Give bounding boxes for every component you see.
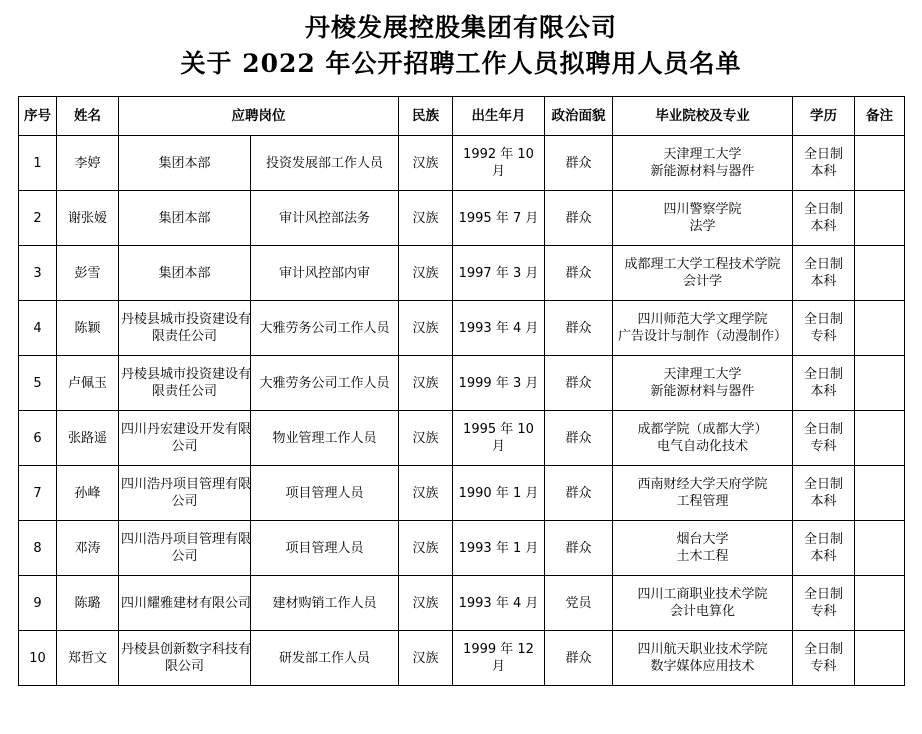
cell-school: 成都理工大学工程技术学院 会计学 <box>613 246 793 301</box>
cell-education: 全日制 专科 <box>793 301 855 356</box>
cell-unit: 集团本部 <box>119 246 251 301</box>
table-body <box>19 136 905 686</box>
table-header <box>19 97 905 136</box>
cell-name: 张路遥 <box>57 411 119 466</box>
cell-post: 项目管理人员 <box>251 521 399 576</box>
cell-unit: 丹棱县城市投资建设有 限责任公司 <box>119 356 251 411</box>
cell-seq: 8 <box>19 521 57 576</box>
cell-seq: 10 <box>19 631 57 686</box>
cell-birth: 1990 年 1 月 <box>453 466 545 521</box>
cell-ethnicity: 汉族 <box>399 631 453 686</box>
cell-birth: 1999 年 3 月 <box>453 356 545 411</box>
cell-post: 投资发展部工作人员 <box>251 136 399 191</box>
cell-education: 全日制 本科 <box>793 136 855 191</box>
cell-birth: 1995 年 7 月 <box>453 191 545 246</box>
cell-note <box>855 521 905 576</box>
cell-school: 天津理工大学 新能源材料与器件 <box>613 356 793 411</box>
cell-name: 卢佩玉 <box>57 356 119 411</box>
cell-ethnicity: 汉族 <box>399 301 453 356</box>
cell-school: 四川航天职业技术学院 数字媒体应用技术 <box>613 631 793 686</box>
cell-post: 建材购销工作人员 <box>251 576 399 631</box>
cell-education: 全日制 本科 <box>793 246 855 301</box>
cell-education: 全日制 本科 <box>793 521 855 576</box>
cell-political: 群众 <box>545 356 613 411</box>
cell-seq: 7 <box>19 466 57 521</box>
cell-education: 全日制 本科 <box>793 356 855 411</box>
cell-political: 群众 <box>545 246 613 301</box>
cell-school: 烟台大学 土木工程 <box>613 521 793 576</box>
cell-unit: 四川丹宏建设开发有限 公司 <box>119 411 251 466</box>
cell-political: 群众 <box>545 466 613 521</box>
roster-table-wrapper <box>18 96 904 686</box>
cell-education: 全日制 本科 <box>793 466 855 521</box>
title-line-1: 丹棱发展控股集团有限公司 <box>304 13 617 42</box>
cell-unit: 四川耀雅建材有限公司 <box>119 576 251 631</box>
cell-note <box>855 136 905 191</box>
header-education: 学历 <box>793 97 855 136</box>
cell-note <box>855 466 905 521</box>
cell-name: 陈颖 <box>57 301 119 356</box>
cell-ethnicity: 汉族 <box>399 411 453 466</box>
cell-name: 谢张嫒 <box>57 191 119 246</box>
cell-seq: 1 <box>19 136 57 191</box>
document-title <box>0 0 922 82</box>
cell-name: 陈璐 <box>57 576 119 631</box>
cell-seq: 9 <box>19 576 57 631</box>
cell-school: 西南财经大学天府学院 工程管理 <box>613 466 793 521</box>
cell-note <box>855 411 905 466</box>
cell-name: 李婷 <box>57 136 119 191</box>
cell-ethnicity: 汉族 <box>399 466 453 521</box>
cell-note <box>855 191 905 246</box>
cell-political: 群众 <box>545 411 613 466</box>
cell-seq: 3 <box>19 246 57 301</box>
cell-political: 党员 <box>545 576 613 631</box>
table-row <box>19 301 905 356</box>
cell-ethnicity: 汉族 <box>399 576 453 631</box>
header-birth: 出生年月 <box>453 97 545 136</box>
cell-post: 物业管理工作人员 <box>251 411 399 466</box>
cell-school: 四川警察学院 法学 <box>613 191 793 246</box>
cell-school: 四川工商职业技术学院 会计电算化 <box>613 576 793 631</box>
cell-post: 大雅劳务公司工作人员 <box>251 356 399 411</box>
cell-birth: 1993 年 4 月 <box>453 576 545 631</box>
cell-political: 群众 <box>545 191 613 246</box>
cell-ethnicity: 汉族 <box>399 246 453 301</box>
cell-seq: 6 <box>19 411 57 466</box>
cell-unit: 丹棱县城市投资建设有 限责任公司 <box>119 301 251 356</box>
cell-ethnicity: 汉族 <box>399 521 453 576</box>
cell-political: 群众 <box>545 521 613 576</box>
cell-note <box>855 631 905 686</box>
cell-name: 孙峰 <box>57 466 119 521</box>
cell-education: 全日制 本科 <box>793 191 855 246</box>
cell-ethnicity: 汉族 <box>399 136 453 191</box>
cell-political: 群众 <box>545 136 613 191</box>
cell-unit: 丹棱县创新数字科技有 限公司 <box>119 631 251 686</box>
cell-name: 郑哲文 <box>57 631 119 686</box>
cell-post: 大雅劳务公司工作人员 <box>251 301 399 356</box>
table-row <box>19 356 905 411</box>
table-row <box>19 521 905 576</box>
cell-school: 四川师范大学文理学院 广告设计与制作（动漫制作） <box>613 301 793 356</box>
cell-seq: 2 <box>19 191 57 246</box>
cell-birth: 1992 年 10 月 <box>453 136 545 191</box>
cell-political: 群众 <box>545 631 613 686</box>
cell-political: 群众 <box>545 301 613 356</box>
table-row <box>19 191 905 246</box>
cell-unit: 四川浩丹项目管理有限 公司 <box>119 521 251 576</box>
cell-seq: 5 <box>19 356 57 411</box>
cell-ethnicity: 汉族 <box>399 191 453 246</box>
cell-school: 成都学院（成都大学） 电气自动化技术 <box>613 411 793 466</box>
cell-note <box>855 301 905 356</box>
cell-school: 天津理工大学 新能源材料与器件 <box>613 136 793 191</box>
cell-education: 全日制 专科 <box>793 631 855 686</box>
cell-birth: 1997 年 3 月 <box>453 246 545 301</box>
cell-post: 审计风控部内审 <box>251 246 399 301</box>
cell-name: 邓涛 <box>57 521 119 576</box>
header-note: 备注 <box>855 97 905 136</box>
cell-birth: 1993 年 1 月 <box>453 521 545 576</box>
cell-ethnicity: 汉族 <box>399 356 453 411</box>
cell-note <box>855 246 905 301</box>
header-school: 毕业院校及专业 <box>613 97 793 136</box>
table-header-row <box>19 97 905 136</box>
cell-unit: 四川浩丹项目管理有限 公司 <box>119 466 251 521</box>
cell-birth: 1999 年 12 月 <box>453 631 545 686</box>
cell-post: 项目管理人员 <box>251 466 399 521</box>
cell-birth: 1993 年 4 月 <box>453 301 545 356</box>
table-row <box>19 136 905 191</box>
table-row <box>19 576 905 631</box>
table-row <box>19 246 905 301</box>
table-row <box>19 466 905 521</box>
cell-education: 全日制 专科 <box>793 576 855 631</box>
roster-table <box>18 96 905 686</box>
cell-unit: 集团本部 <box>119 191 251 246</box>
cell-note <box>855 576 905 631</box>
header-post: 应聘岗位 <box>119 97 399 136</box>
header-political: 政治面貌 <box>545 97 613 136</box>
header-name: 姓名 <box>57 97 119 136</box>
header-ethnicity: 民族 <box>399 97 453 136</box>
header-seq: 序号 <box>19 97 57 136</box>
title-line-2: 关于 2022 年公开招聘工作人员拟聘用人员名单 <box>180 49 742 78</box>
table-row <box>19 411 905 466</box>
cell-post: 研发部工作人员 <box>251 631 399 686</box>
table-row <box>19 631 905 686</box>
cell-note <box>855 356 905 411</box>
cell-birth: 1995 年 10 月 <box>453 411 545 466</box>
cell-name: 彭雪 <box>57 246 119 301</box>
cell-education: 全日制 专科 <box>793 411 855 466</box>
cell-seq: 4 <box>19 301 57 356</box>
cell-unit: 集团本部 <box>119 136 251 191</box>
cell-post: 审计风控部法务 <box>251 191 399 246</box>
